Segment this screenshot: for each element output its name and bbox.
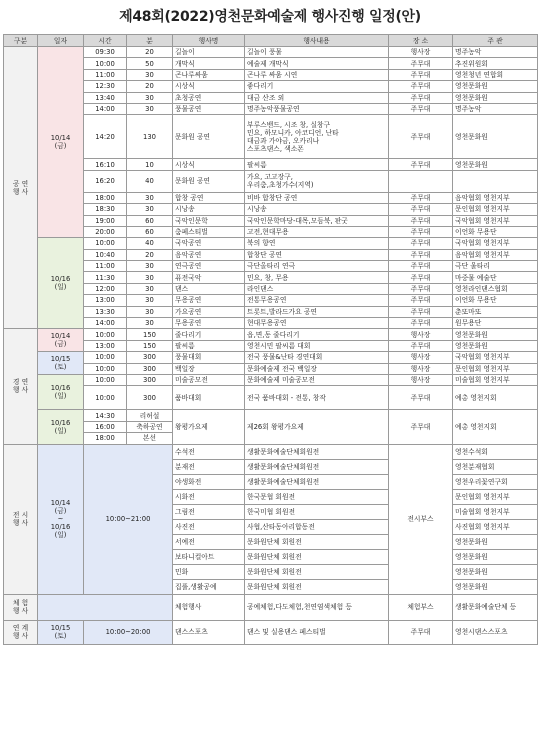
schedule-table: [3, 34, 538, 645]
minutes-cell: 60: [127, 226, 173, 237]
minutes-cell: 20: [127, 47, 173, 58]
place-cell: 주무대: [389, 620, 453, 644]
table-row: [4, 295, 538, 306]
event-content-cell: 부루스밴드, 시조 창, 실창구 민요, 하모니카, 아코디언, 난타 대금과 가야금, 오카리나 스포츠댄스, 색소폰: [245, 115, 389, 159]
host-cell: 문인협회 영천지부: [453, 204, 538, 215]
time-cell: 20:00: [84, 226, 127, 237]
host-cell: 예총 영천지회: [453, 410, 538, 444]
host-cell: 예총 영천지회: [453, 386, 538, 410]
place-cell: 주무대: [389, 204, 453, 215]
host-cell: 영천문화원: [453, 579, 538, 594]
category-experience: 체 험 행 사: [4, 594, 38, 620]
host-cell: 원무용단: [453, 318, 538, 329]
event-content-cell: 고전,현대무용: [245, 226, 389, 237]
place-cell: 주무대: [389, 283, 453, 294]
table-row: [4, 272, 538, 283]
table-row: [4, 238, 538, 249]
place-cell: 주무대: [389, 410, 453, 444]
event-content-cell: 대금 산조 외: [245, 92, 389, 103]
table-row: [4, 340, 538, 351]
category-performance: 공 연 행 사: [4, 47, 38, 329]
place-cell: 주무대: [389, 81, 453, 92]
event-name-cell: 민화: [173, 564, 245, 579]
event-name-cell: 문화원 공연: [173, 170, 245, 192]
event-content-cell: 한국문협 회원전: [245, 489, 389, 504]
table-row: [4, 318, 538, 329]
event-content-cell: 비바 합창단 공연: [245, 192, 389, 203]
place-cell: 전시부스: [389, 444, 453, 594]
event-name-cell: 문화원 공연: [173, 115, 245, 159]
host-cell: [453, 170, 538, 192]
host-cell: 추진위원회: [453, 58, 538, 69]
host-cell: 영천문화원: [453, 329, 538, 340]
minutes-cell: 150: [127, 340, 173, 351]
host-cell: 영천문화원: [453, 340, 538, 351]
date-cell: 10/15 (토): [38, 620, 84, 644]
minutes-cell: 20: [127, 81, 173, 92]
table-row: [4, 170, 538, 192]
col-header-date: 일자: [38, 35, 84, 47]
host-cell: 음악협회 영천지부: [453, 192, 538, 203]
time-cell: 10:00: [84, 58, 127, 69]
table-row: [4, 47, 538, 58]
event-content-cell: 문화예술제 미술공모전: [245, 374, 389, 385]
table-row: [4, 103, 538, 114]
time-cell: 10:40: [84, 249, 127, 260]
event-content-cell: 문화원단체 회원전: [245, 534, 389, 549]
place-cell: 주무대: [389, 58, 453, 69]
time-cell: 16:20: [84, 170, 127, 192]
place-cell: 주무대: [389, 340, 453, 351]
page-title: 제48회(2022)영천문화예술제 행사진행 일정(안): [119, 9, 421, 25]
event-content-cell: 문화원단체 회원전: [245, 579, 389, 594]
date-cell: 10/16 (일): [38, 374, 84, 409]
event-content-cell: 시낭송: [245, 204, 389, 215]
time-cell: 09:30: [84, 47, 127, 58]
event-name-cell: 시화전: [173, 489, 245, 504]
event-content-cell: 생활문화예술단체회원전: [245, 459, 389, 474]
place-cell: 주무대: [389, 318, 453, 329]
event-name-cell: 수석전: [173, 444, 245, 459]
table-row: [4, 363, 538, 374]
event-name-cell: 댄스스포츠: [173, 620, 245, 644]
minutes-cell: 130: [127, 115, 173, 159]
event-content-cell: 라인댄스: [245, 283, 389, 294]
event-content-cell: 전국 품바대회 - 전통, 창작: [245, 386, 389, 410]
event-name-cell: 댄스: [173, 283, 245, 294]
event-name-cell: 춤페스티벌: [173, 226, 245, 237]
time-cell: 14:00: [84, 103, 127, 114]
minutes-cell: 30: [127, 318, 173, 329]
event-content-cell: 사협,산타동아리합동전: [245, 519, 389, 534]
event-name-cell: 야생화전: [173, 474, 245, 489]
event-name-cell: 풍물대회: [173, 352, 245, 363]
host-cell: 영천문화원: [453, 81, 538, 92]
event-content-cell: 극단올타리 연극: [245, 261, 389, 272]
place-cell: 주무대: [389, 92, 453, 103]
place-cell: 주무대: [389, 103, 453, 114]
minutes-cell: 30: [127, 204, 173, 215]
event-name-cell: 미술공모전: [173, 374, 245, 385]
table-row: [4, 92, 538, 103]
minutes-cell: 40: [127, 238, 173, 249]
table-row: [4, 249, 538, 260]
date-cell: 10/15 (토): [38, 352, 84, 375]
event-name-cell: 서예전: [173, 534, 245, 549]
host-cell: 문인협회 영천지부: [453, 489, 538, 504]
host-cell: 미술협회 영천지부: [453, 504, 538, 519]
minutes-cell: 40: [127, 170, 173, 192]
place-cell: 주무대: [389, 386, 453, 410]
host-cell: 영천문화원: [453, 159, 538, 170]
minutes-cell: 60: [127, 215, 173, 226]
event-content-cell: 문화원단체 회원전: [245, 564, 389, 579]
table-row: [4, 69, 538, 80]
time-cell: 12:30: [84, 81, 127, 92]
time-range-cell: 10:00~20:00: [84, 620, 173, 644]
time-cell: 10:00: [84, 238, 127, 249]
time-cell: 19:00: [84, 215, 127, 226]
table-row: [4, 306, 538, 317]
time-cell: 12:00: [84, 283, 127, 294]
event-name-cell: 초청공연: [173, 92, 245, 103]
col-header-place: 장 소: [389, 35, 453, 47]
event-name-cell: 길놀이: [173, 47, 245, 58]
event-content-cell: 예술제 개막식: [245, 58, 389, 69]
time-cell: 13:30: [84, 306, 127, 317]
event-content-cell: 한국미협 회원전: [245, 504, 389, 519]
event-content-cell: 공예체험,다도체험,천연염색체험 등: [245, 594, 389, 620]
table-row: [4, 594, 538, 620]
minutes-cell: 30: [127, 92, 173, 103]
event-name-cell: 무용공연: [173, 318, 245, 329]
event-name-cell: 퓨전국악: [173, 272, 245, 283]
table-row: [4, 283, 538, 294]
time-cell: 11:30: [84, 272, 127, 283]
event-name-cell: 줄다리기: [173, 329, 245, 340]
host-cell: 영천문화원: [453, 549, 538, 564]
host-cell: 마중물 예술단: [453, 272, 538, 283]
minutes-cell: 300: [127, 386, 173, 410]
table-row: [4, 620, 538, 644]
time-cell: 18:00: [84, 192, 127, 203]
table-row: [4, 374, 538, 385]
event-name-cell: 시상식: [173, 159, 245, 170]
place-cell: 행사장: [389, 329, 453, 340]
category-linked: 연 계 행 사: [4, 620, 38, 644]
minutes-cell: 30: [127, 306, 173, 317]
host-cell: 영천수석회: [453, 444, 538, 459]
event-content-cell: 국악인문학마당-대목,모듬북, 판굿: [245, 215, 389, 226]
event-name-cell: 왕평가요제: [173, 410, 245, 444]
time-cell: 10:00: [84, 352, 127, 363]
minutes-cell: 10: [127, 159, 173, 170]
table-row: [4, 159, 538, 170]
time-cell: 13:40: [84, 92, 127, 103]
event-content-cell: 팔씨름: [245, 159, 389, 170]
minutes-cell: 리허설: [127, 410, 173, 421]
time-cell: 14:20: [84, 115, 127, 159]
table-row: [4, 386, 538, 410]
table-row: [4, 444, 538, 459]
place-cell: 주무대: [389, 159, 453, 170]
col-header-time: 시간: [84, 35, 127, 47]
event-name-cell: 시낭송: [173, 204, 245, 215]
host-cell: 사진협회 영천지부: [453, 519, 538, 534]
time-cell: 11:00: [84, 261, 127, 272]
time-cell: 11:00: [84, 69, 127, 80]
table-row: [4, 192, 538, 203]
minutes-cell: 30: [127, 69, 173, 80]
minutes-cell: 300: [127, 352, 173, 363]
time-cell: 16:10: [84, 159, 127, 170]
time-cell: 16:00: [84, 421, 127, 432]
place-cell: 행사장: [389, 363, 453, 374]
host-cell: 국악협회 영천지부: [453, 215, 538, 226]
host-cell: 영천분재협회: [453, 459, 538, 474]
event-name-cell: 합창 공연: [173, 192, 245, 203]
event-name-cell: 개막식: [173, 58, 245, 69]
place-cell: 주무대: [389, 238, 453, 249]
place-cell: 주무대: [389, 249, 453, 260]
host-cell: 국악협회 영천지부: [453, 352, 538, 363]
category-competition: 경 연 행 사: [4, 329, 38, 444]
place-cell: 주무대: [389, 295, 453, 306]
event-content-cell: 가요, 고고장구, 우리춤,초청가수(지역): [245, 170, 389, 192]
host-cell: 음악협회 영천지부: [453, 249, 538, 260]
event-content-cell: 영천시민 팔씨름 대회: [245, 340, 389, 351]
minutes-cell: 축하공연: [127, 421, 173, 432]
host-cell: 생활문화예술단체 등: [453, 594, 538, 620]
minutes-cell: 30: [127, 272, 173, 283]
place-cell: 주무대: [389, 69, 453, 80]
host-cell: 영천우리꽃연구회: [453, 474, 538, 489]
place-cell: 주무대: [389, 272, 453, 283]
event-content-cell: 명주농악풍물공연: [245, 103, 389, 114]
time-cell: 13:00: [84, 295, 127, 306]
table-row: [4, 58, 538, 69]
minutes-cell: 300: [127, 374, 173, 385]
event-content-cell: 제26회 왕평가요제: [245, 410, 389, 444]
place-cell: 주무대: [389, 192, 453, 203]
host-cell: 이언화 무용단: [453, 295, 538, 306]
col-header-minutes: 분: [127, 35, 173, 47]
category-exhibition: 전 시 행 사: [4, 444, 38, 594]
minutes-cell: 300: [127, 363, 173, 374]
event-content-cell: 합창단 공연: [245, 249, 389, 260]
place-cell: 주무대: [389, 115, 453, 159]
date-cell: 10/14 (금) ~ 10/16 (일): [38, 444, 84, 594]
event-name-cell: 사진전: [173, 519, 245, 534]
event-name-cell: 집풀,생활공예: [173, 579, 245, 594]
table-row: [4, 410, 538, 421]
place-cell: 행사장: [389, 352, 453, 363]
host-cell: 국악협회 영천지부: [453, 238, 538, 249]
event-name-cell: 체험행사: [173, 594, 245, 620]
event-content-cell: 생활문화예술단체회원전: [245, 474, 389, 489]
host-cell: 영천시댄스스포츠: [453, 620, 538, 644]
event-content-cell: 현대무용공연: [245, 318, 389, 329]
col-header-host: 주 관: [453, 35, 538, 47]
minutes-cell: 20: [127, 249, 173, 260]
event-name-cell: 가요공연: [173, 306, 245, 317]
event-content-cell: 댄스 및 실용댄스 페스티벌: [245, 620, 389, 644]
time-cell: 18:00: [84, 433, 127, 444]
event-name-cell: 분재전: [173, 459, 245, 474]
table-row: [4, 215, 538, 226]
host-cell: 영천라인댄스협회: [453, 283, 538, 294]
time-cell: 14:00: [84, 318, 127, 329]
host-cell: 영천문화원: [453, 92, 538, 103]
place-cell: 주무대: [389, 215, 453, 226]
minutes-cell: 30: [127, 103, 173, 114]
event-content-cell: 곤나루 싸움 시연: [245, 69, 389, 80]
event-content-cell: 문화예술제 전국 백일장: [245, 363, 389, 374]
minutes-cell: 본선: [127, 433, 173, 444]
event-content-cell: 전국 풍물&난타 경연대회: [245, 352, 389, 363]
table-row: [4, 329, 538, 340]
host-cell: 춘또마또: [453, 306, 538, 317]
event-name-cell: 무용공연: [173, 295, 245, 306]
table-row: [4, 204, 538, 215]
event-content-cell: 생활문화예술단체회원전: [245, 444, 389, 459]
host-cell: 문인협회 영천지부: [453, 363, 538, 374]
place-cell: [389, 170, 453, 192]
place-cell: 주무대: [389, 306, 453, 317]
host-cell: 이언화 무용단: [453, 226, 538, 237]
table-row: [4, 115, 538, 159]
header-row: [4, 35, 538, 47]
event-content-cell: 좋다리기: [245, 81, 389, 92]
time-cell: 10:00: [84, 329, 127, 340]
event-name-cell: 보타니컬아트: [173, 549, 245, 564]
date-cell: 10/14 (금): [38, 47, 84, 238]
col-header-content: 행사내용: [245, 35, 389, 47]
event-name-cell: 그림전: [173, 504, 245, 519]
minutes-cell: 150: [127, 329, 173, 340]
date-cell: 10/14 (금): [38, 329, 84, 352]
host-cell: 영천청년 연합회: [453, 69, 538, 80]
event-name-cell: 팔씨름: [173, 340, 245, 351]
minutes-cell: 30: [127, 295, 173, 306]
table-row: [4, 226, 538, 237]
host-cell: 미술협회 영천지부: [453, 374, 538, 385]
event-name-cell: 연극공연: [173, 261, 245, 272]
col-header-event: 행사명: [173, 35, 245, 47]
minutes-cell: 30: [127, 261, 173, 272]
place-cell: 주무대: [389, 226, 453, 237]
minutes-cell: 30: [127, 283, 173, 294]
time-cell: 13:00: [84, 340, 127, 351]
table-row: [4, 261, 538, 272]
table-row: [4, 352, 538, 363]
host-cell: 명주농악: [453, 103, 538, 114]
event-content-cell: 전통무용공연: [245, 295, 389, 306]
event-content-cell: 길놀이 풍물: [245, 47, 389, 58]
time-cell: 18:30: [84, 204, 127, 215]
time-range-cell: 10:00~21:00: [84, 444, 173, 594]
event-name-cell: 풍물공연: [173, 103, 245, 114]
minutes-cell: 30: [127, 192, 173, 203]
host-cell: 영천문화원: [453, 564, 538, 579]
date-cell: 10/16 (일): [38, 238, 84, 329]
host-cell: 명주농악: [453, 47, 538, 58]
host-cell: 영천문화원: [453, 115, 538, 159]
event-content-cell: 문화원단체 회원전: [245, 549, 389, 564]
minutes-cell: 50: [127, 58, 173, 69]
host-cell: 영천문화원: [453, 534, 538, 549]
event-name-cell: 시상식: [173, 81, 245, 92]
host-cell: 극단 울타리: [453, 261, 538, 272]
event-content-cell: 북의 향연: [245, 238, 389, 249]
place-cell: 주무대: [389, 261, 453, 272]
time-cell: 10:00: [84, 363, 127, 374]
event-content-cell: 트롯트,발라드가요 공연: [245, 306, 389, 317]
place-cell: 행사장: [389, 374, 453, 385]
event-name-cell: 백일장: [173, 363, 245, 374]
date-cell: 10/16 (일): [38, 410, 84, 444]
event-content-cell: 읍,면,동 줄다리기: [245, 329, 389, 340]
time-cell: 10:00: [84, 374, 127, 385]
event-name-cell: 음악공연: [173, 249, 245, 260]
event-name-cell: 국악공연: [173, 238, 245, 249]
table-row: [4, 81, 538, 92]
place-cell: 체험부스: [389, 594, 453, 620]
event-name-cell: 국악인문학: [173, 215, 245, 226]
col-header-category: 구분: [4, 35, 38, 47]
place-cell: 행사장: [389, 47, 453, 58]
event-content-cell: 민요, 창, 무용: [245, 272, 389, 283]
time-cell: 10:00: [84, 386, 127, 410]
empty-cell: [38, 594, 173, 620]
event-name-cell: 곤나루싸움: [173, 69, 245, 80]
event-name-cell: 품바대회: [173, 386, 245, 410]
time-cell: 14:30: [84, 410, 127, 421]
